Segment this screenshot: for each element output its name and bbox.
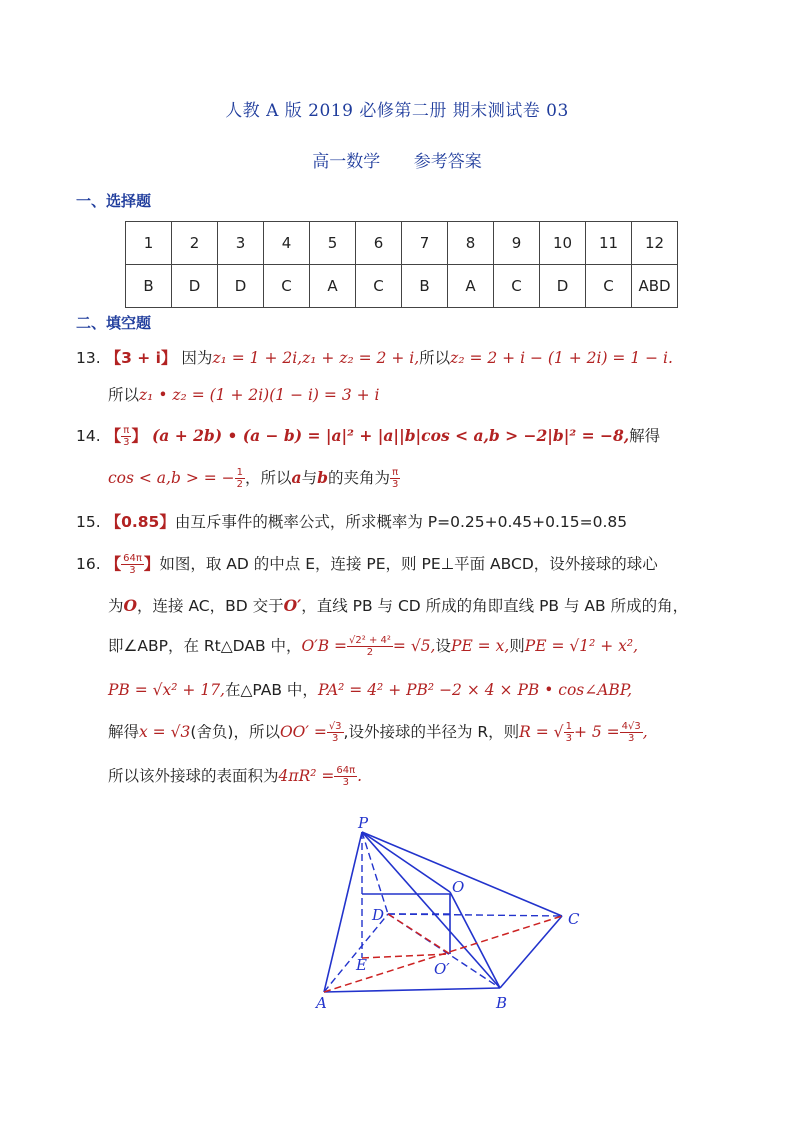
answer-table-number-cell: 9 xyxy=(494,222,540,265)
label-O: O xyxy=(452,878,465,896)
answer-table-number-cell: 3 xyxy=(218,222,264,265)
q13-line1 xyxy=(76,346,673,368)
label-P: P xyxy=(358,814,369,832)
q16-math4b: PA² = 4² + PB² −2 × 4 × PB • cos∠ABP, xyxy=(317,681,633,699)
answer-table-answer-cell: D xyxy=(540,265,586,308)
q16-frac5a-num: √3 xyxy=(328,721,342,732)
section-choice: 一、选择题 xyxy=(76,192,152,210)
q14-answer-frac-num: π xyxy=(121,425,131,437)
edge-AB xyxy=(324,988,500,992)
q14-line1 xyxy=(76,424,660,448)
q16-frac5c-den: 3 xyxy=(628,733,635,744)
q16-text5b: (舍负)，所以 xyxy=(190,723,280,741)
q14-line2 xyxy=(108,466,400,490)
answer-table-answer-cell: C xyxy=(586,265,632,308)
q16-math6: 4πR² = xyxy=(278,767,335,785)
q16-frac6 xyxy=(334,765,357,788)
q14-math1: (a + 2b) • (a − b) = |a|² + |a||b|cos < a,b > −2|b|² = −8, xyxy=(151,426,630,445)
q16-frac5b-den: 3 xyxy=(565,733,572,744)
q16-text3c: 则 xyxy=(509,637,525,655)
q14-answer-frac xyxy=(121,425,131,448)
q16-frac5b xyxy=(564,721,574,744)
q16-text5a: 解得 xyxy=(108,723,140,741)
segment-EO-prime xyxy=(362,954,450,958)
q14-frac1-den: 2 xyxy=(236,479,244,490)
q16-math5b: OO′ = xyxy=(279,723,327,741)
q16-math4a: PB = √x² + 17, xyxy=(108,681,225,699)
q16-o: O xyxy=(123,596,138,615)
q13-math3: z₁ • z₂ = (1 + 2i)(1 − i) = 3 + i xyxy=(139,386,380,404)
q16-frac6-den: 3 xyxy=(342,777,349,788)
answer-table-number-cell: 1 xyxy=(126,222,172,265)
q14-answer-open: 【 xyxy=(105,427,122,445)
q16-frac6-num: 64π xyxy=(336,765,356,776)
subtitle-subject: 高一数学 xyxy=(312,152,381,172)
q15-answer: 【0.85】 xyxy=(105,513,175,531)
q13-math2: z₂ = 2 + i − (1 + 2i) = 1 − i. xyxy=(450,349,673,367)
answer-table-answer-cell: B xyxy=(402,265,448,308)
q16-line6 xyxy=(108,764,362,788)
q16-text4a: 在△PAB 中， xyxy=(224,681,318,699)
answer-table-answer-row xyxy=(126,265,678,308)
q16-o-prime: O′ xyxy=(283,596,302,615)
q16-math3c: PE = x, xyxy=(451,637,510,655)
q13-answer: 【3 + i】 xyxy=(105,349,177,367)
q14-text-d: 与 xyxy=(301,469,318,487)
q16-frac3 xyxy=(347,635,393,658)
q16-frac3-den: 2 xyxy=(366,647,374,658)
answer-table-answer-cell: C xyxy=(356,265,402,308)
q14-answer-frac-den: 3 xyxy=(123,437,130,448)
answer-table xyxy=(125,221,678,308)
q16-math5a: x = √3 xyxy=(139,723,191,741)
answer-table-number-row xyxy=(126,222,678,265)
q16-frac5a xyxy=(327,721,344,744)
q16-text2c: ，直线 PB 与 CD 所成的角即直线 PB 与 AB 所成的角， xyxy=(301,597,689,615)
answer-table-answer-cell: B xyxy=(126,265,172,308)
q16-math5c: R = √ xyxy=(519,723,564,741)
label-B: B xyxy=(496,994,508,1012)
q16-answer-close: 】 xyxy=(143,555,160,573)
q14-text-c: ，所以 xyxy=(245,469,292,487)
q14-vec-a: a xyxy=(291,468,302,487)
answer-table-answer-cell: ABD xyxy=(632,265,678,308)
label-D: D xyxy=(372,906,385,924)
q16-math3b: = √5, xyxy=(392,637,436,655)
q14-frac2 xyxy=(390,467,400,490)
page-title: 人教 A 版 2019 必修第二册 期末测试卷 03 xyxy=(225,101,569,121)
answer-table-answer-cell: C xyxy=(264,265,310,308)
q13-number: 13. xyxy=(76,349,101,367)
q16-text2b: ，连接 AC，BD 交于 xyxy=(137,597,284,615)
q16-text5c: ,设外接球的半径为 R，则 xyxy=(343,723,520,741)
q16-text3b: 设 xyxy=(435,637,452,655)
q16-text1: 如图，取 AD 的中点 E，连接 PE，则 PE⊥平面 ABCD，设外接球的球心 xyxy=(159,555,658,573)
answer-table-number-cell: 12 xyxy=(632,222,678,265)
q16-math3a: O′B = xyxy=(301,637,348,655)
answer-table-number-cell: 5 xyxy=(310,222,356,265)
q16-frac5c-num: 4√3 xyxy=(621,721,641,732)
q16-line4 xyxy=(108,678,632,700)
segment-PO xyxy=(362,832,450,892)
q16-math6b: . xyxy=(357,767,363,785)
q16-math5e: , xyxy=(642,723,648,741)
answer-table-number-cell: 6 xyxy=(356,222,402,265)
q16-number: 16. xyxy=(76,555,101,573)
answer-table-number-cell: 8 xyxy=(448,222,494,265)
edge-PD xyxy=(362,832,388,914)
q13-line2 xyxy=(108,383,380,405)
q14-number: 14. xyxy=(76,427,101,445)
q14-frac1-num: 1 xyxy=(236,467,244,478)
answer-table-number-cell: 4 xyxy=(264,222,310,265)
answer-table-answer-cell: A xyxy=(448,265,494,308)
answer-table-number-cell: 2 xyxy=(172,222,218,265)
label-O-prime: O′ xyxy=(434,960,450,978)
q14-frac2-den: 3 xyxy=(391,479,399,490)
q16-line2 xyxy=(108,594,688,616)
pyramid-figure xyxy=(300,808,600,1018)
label-C: C xyxy=(568,910,580,928)
q16-text2a: 为 xyxy=(108,597,124,615)
answer-table-number-cell: 11 xyxy=(586,222,632,265)
q16-line5 xyxy=(108,720,648,744)
q16-math3d: PE = √1² + x², xyxy=(524,637,639,655)
q15-text: 由互斥事件的概率公式，所求概率为 P=0.25+0.45+0.15=0.85 xyxy=(174,513,628,531)
q16-line1 xyxy=(76,552,658,576)
label-E: E xyxy=(356,956,367,974)
q16-answer-frac-den: 3 xyxy=(129,565,136,576)
q13-math1: z₁ = 1 + 2i,z₁ + z₂ = 2 + i, xyxy=(212,349,420,367)
q16-answer-frac xyxy=(121,553,144,576)
q16-frac3-num: √2² + 4² xyxy=(349,635,391,646)
q16-answer-open: 【 xyxy=(105,555,122,573)
edge-PC xyxy=(362,832,562,916)
q16-text3a: 即∠ABP，在 Rt△DAB 中， xyxy=(108,637,302,655)
page-subtitle xyxy=(0,147,794,172)
section-fill: 二、填空题 xyxy=(76,314,152,332)
q13-text-c: 所以 xyxy=(108,386,140,404)
q16-frac5c xyxy=(620,721,643,744)
q14-math2: cos < a,b > = − xyxy=(108,469,235,487)
answer-table-answer-cell: D xyxy=(172,265,218,308)
q14-text-b: 解得 xyxy=(629,427,661,445)
subtitle-answer: 参考答案 xyxy=(413,152,482,172)
q14-answer-close: 】 xyxy=(131,427,147,445)
q15-number: 15. xyxy=(76,513,101,531)
q13-text-b: 所以 xyxy=(419,349,451,367)
q14-vec-b: b xyxy=(317,468,328,487)
q16-frac5a-den: 3 xyxy=(331,733,339,744)
q15-line xyxy=(76,510,627,532)
q14-text-e: 的夹角为 xyxy=(327,469,390,487)
label-A: A xyxy=(316,994,327,1012)
q16-frac5b-num: 1 xyxy=(565,721,572,732)
q13-text-a: 因为 xyxy=(181,349,213,367)
q16-math5d: + 5 = xyxy=(573,723,620,741)
q14-frac1 xyxy=(235,467,245,490)
answer-table-answer-cell: C xyxy=(494,265,540,308)
q16-text6a: 所以该外接球的表面积为 xyxy=(108,767,279,785)
answer-table-number-cell: 10 xyxy=(540,222,586,265)
answer-table-answer-cell: A xyxy=(310,265,356,308)
q16-answer-frac-num: 64π xyxy=(123,553,142,564)
answer-table-answer-cell: D xyxy=(218,265,264,308)
q14-frac2-num: π xyxy=(390,467,400,479)
answer-table-number-cell: 7 xyxy=(402,222,448,265)
q16-line3 xyxy=(108,634,638,658)
edge-BC xyxy=(500,916,562,988)
